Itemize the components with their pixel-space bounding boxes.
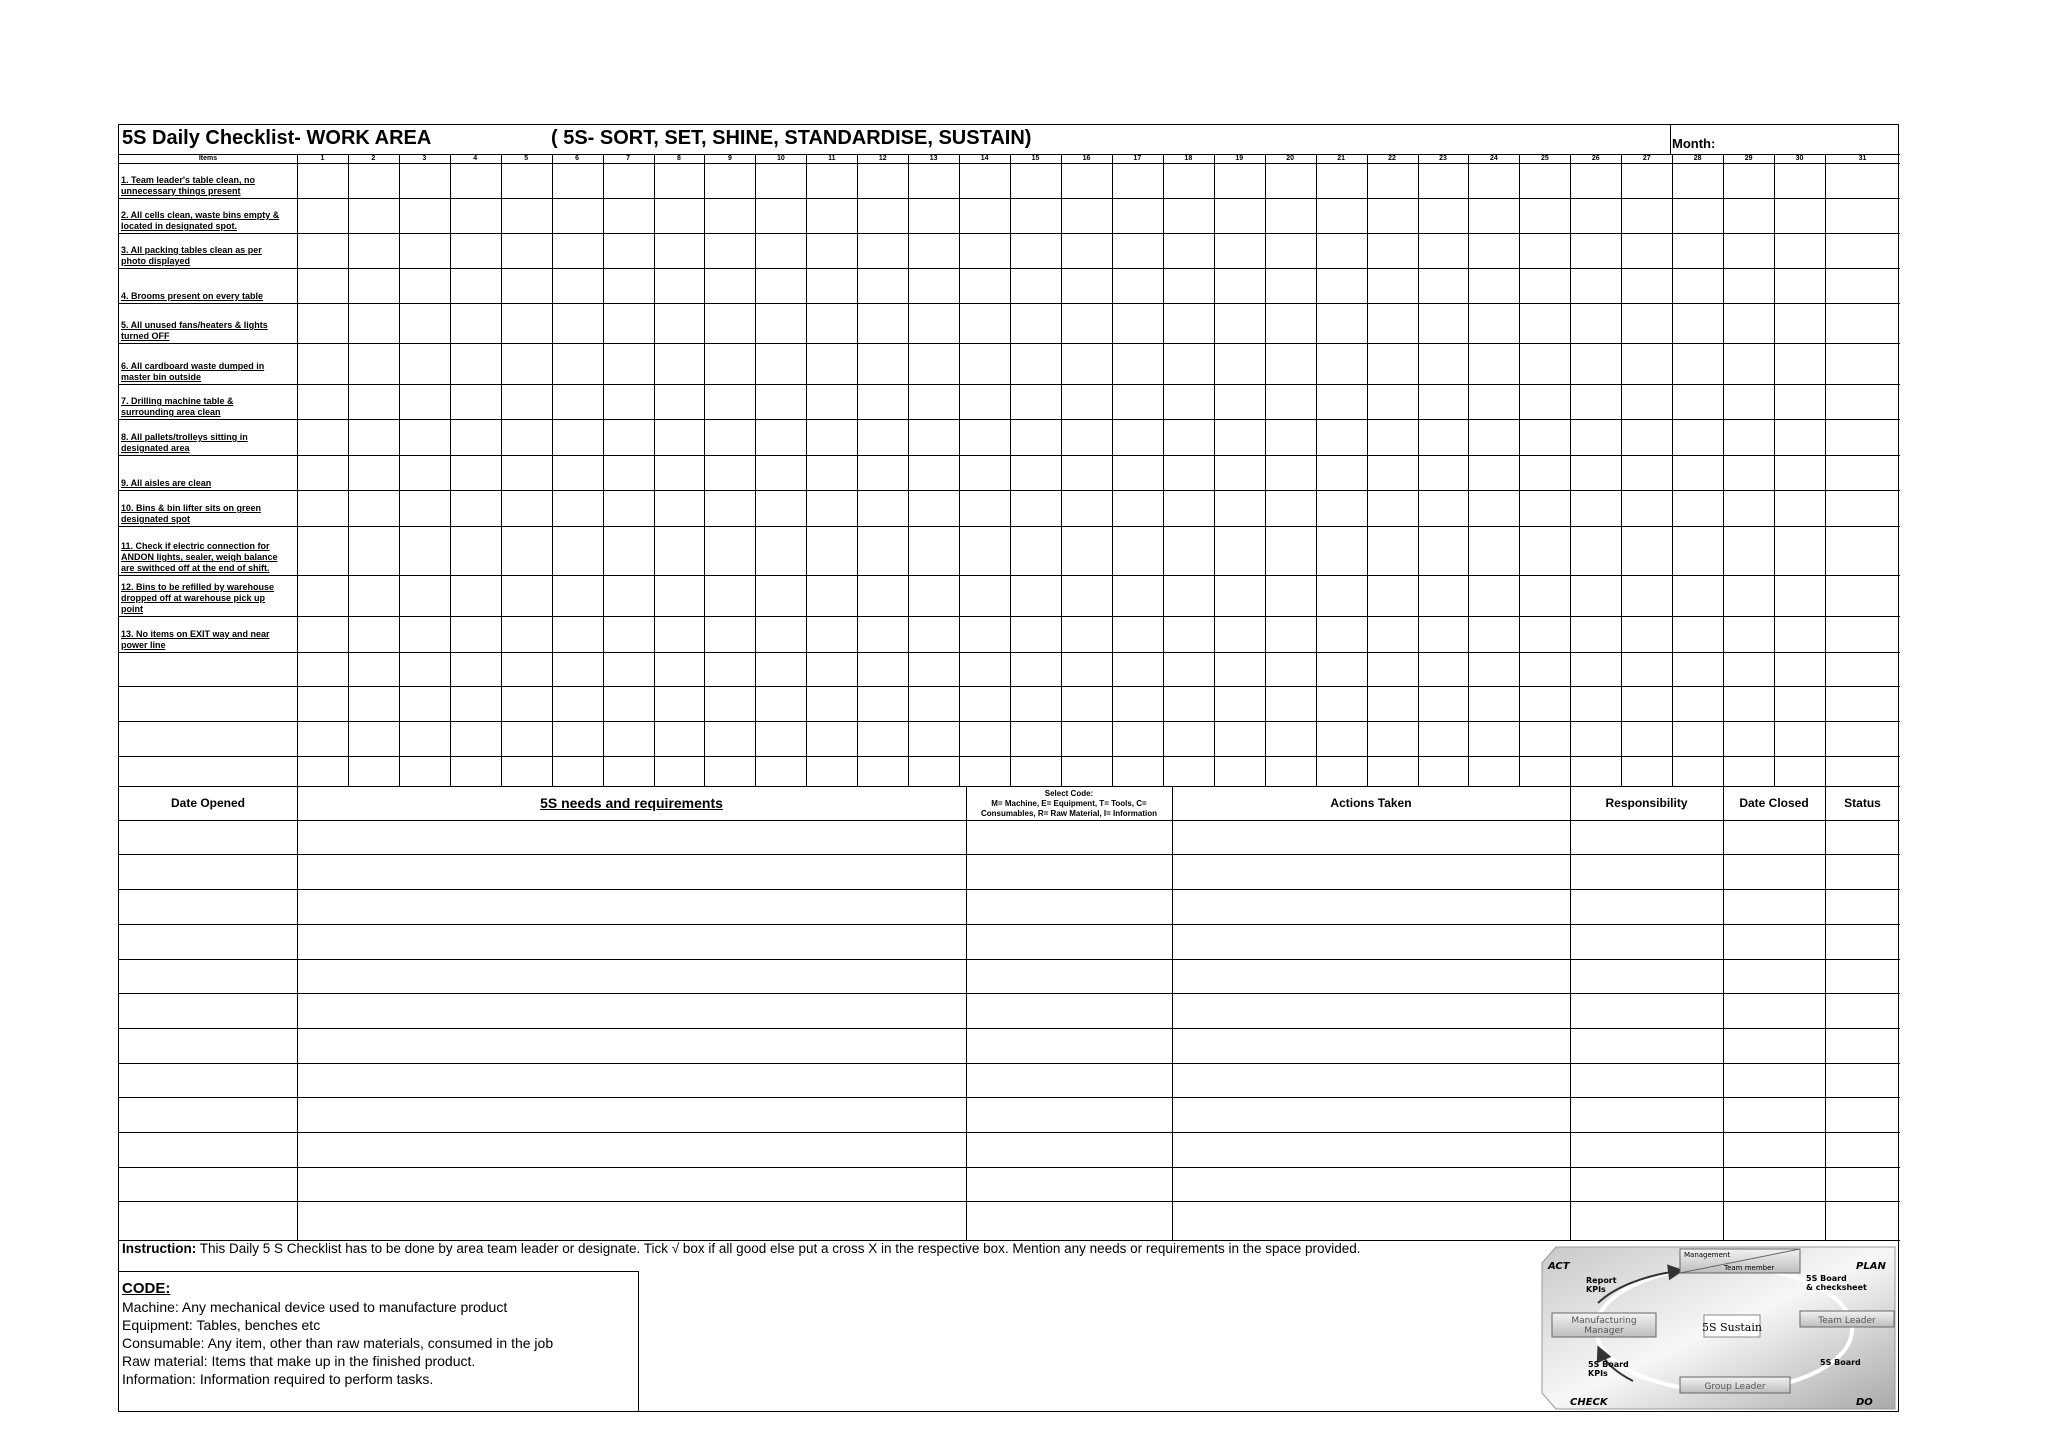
day-13-header: 13 bbox=[929, 155, 938, 162]
instruction-text bbox=[122, 1241, 1361, 1256]
day-5-header: 5 bbox=[524, 155, 529, 162]
day-column-line bbox=[1468, 154, 1469, 786]
checklist-item bbox=[120, 526, 296, 575]
checklist-sheet bbox=[118, 124, 1899, 1412]
select-code-line1: M= Machine, E= Equipment, T= Tools, C= bbox=[991, 799, 1147, 808]
day-column-line bbox=[857, 154, 858, 786]
day-11-header: 11 bbox=[828, 155, 836, 162]
day-8-header: 8 bbox=[677, 155, 681, 162]
select-code-title: Select Code: bbox=[1044, 789, 1094, 798]
day-column-line bbox=[1825, 154, 1826, 786]
day-column-line bbox=[1010, 154, 1011, 786]
act-label: ACT bbox=[1548, 1261, 1570, 1272]
day-15-header: 15 bbox=[1031, 155, 1040, 162]
checklist-item-line: ANDON lights, sealer, weigh balance bbox=[121, 552, 278, 562]
day-16-header: 16 bbox=[1082, 155, 1091, 162]
day-column-line bbox=[1265, 154, 1266, 786]
day-2-header: 2 bbox=[371, 155, 376, 162]
checklist-item-line: designated area bbox=[121, 443, 190, 453]
checklist-item bbox=[120, 268, 296, 303]
items-header: Items bbox=[198, 155, 218, 162]
status-header: Status bbox=[1844, 796, 1881, 810]
action-column-line bbox=[1172, 786, 1173, 1240]
checklist-item-line: dropped off at warehouse pick up bbox=[121, 593, 266, 603]
day-column-line bbox=[348, 154, 349, 786]
day-column-line bbox=[1163, 154, 1164, 786]
action-row-line bbox=[119, 1201, 1900, 1202]
month-label: Month: bbox=[1672, 136, 1716, 151]
day-column-line bbox=[1112, 154, 1113, 786]
day-12-header: 12 bbox=[878, 155, 887, 162]
checklist-item-line: 6. All cardboard waste dumped in bbox=[121, 361, 265, 371]
code-line: Information: Information required to perform tasks. bbox=[122, 1371, 434, 1387]
day-column-line bbox=[1214, 154, 1215, 786]
action-column-line bbox=[966, 786, 967, 1240]
checklist-item-line: 12. Bins to be refilled by warehouse bbox=[121, 582, 275, 592]
day-27-header: 27 bbox=[1642, 155, 1651, 162]
action-row-line bbox=[119, 1132, 1900, 1133]
day-column-line bbox=[1519, 154, 1520, 786]
code-line: Machine: Any mechanical device used to manufacture product bbox=[122, 1299, 508, 1315]
checklist-item-line: located in designated spot. bbox=[121, 221, 238, 231]
day-17-header: 17 bbox=[1133, 155, 1142, 162]
checklist-item-line: 13. No items on EXIT way and near bbox=[121, 629, 270, 639]
code-line: Consumable: Any item, other than raw materials, consumed in the job bbox=[122, 1335, 554, 1351]
instruction-body: This Daily 5 S Checklist has to be done by area team leader or designate. Tick √ box if all good else put a cross X in the respective box. Mention any needs or requirements in the space provided. bbox=[196, 1241, 1361, 1256]
board-label: 5S Board bbox=[1806, 1274, 1847, 1283]
day-column-line bbox=[1367, 154, 1368, 786]
day-10-header: 10 bbox=[776, 155, 785, 162]
day-4-header: 4 bbox=[473, 155, 478, 162]
date-opened-header: Date Opened bbox=[170, 796, 245, 810]
checklist-item-line: photo displayed bbox=[121, 256, 191, 266]
checklist-item bbox=[120, 575, 296, 616]
day-column-line bbox=[501, 154, 502, 786]
checklist-item bbox=[120, 419, 296, 455]
day-3-header: 3 bbox=[422, 155, 427, 162]
date-closed-header: Date Closed bbox=[1739, 796, 1809, 810]
day-25-header: 25 bbox=[1540, 155, 1549, 162]
day-column-line bbox=[959, 154, 960, 786]
checklist-item-line: surrounding area clean bbox=[121, 407, 221, 417]
checklist-item-line: are swithced off at the end of shift. bbox=[121, 563, 270, 573]
day-9-header: 9 bbox=[727, 155, 732, 162]
team-leader-label: Team Leader bbox=[1818, 1316, 1876, 1326]
code-line: Equipment: Tables, benches etc bbox=[122, 1317, 321, 1333]
code-line: Raw material: Items that make up in the finished product. bbox=[122, 1353, 476, 1369]
action-row-line bbox=[119, 1097, 1900, 1098]
action-row-line bbox=[119, 1063, 1900, 1064]
page-title: 5S Daily Checklist- WORK AREA bbox=[122, 127, 432, 149]
pdca-cycle-diagram bbox=[1538, 1243, 1899, 1413]
day-1-header: 1 bbox=[320, 155, 325, 162]
checklist-item-line: designated spot bbox=[121, 514, 191, 524]
day-column-line bbox=[603, 154, 604, 786]
checklist-item-line: 11. Check if electric connection for bbox=[121, 541, 270, 551]
sustain-center-label: 5S Sustain bbox=[1702, 1321, 1762, 1334]
day-column-line bbox=[1061, 154, 1062, 786]
instruction-label: Instruction: bbox=[122, 1241, 197, 1256]
checklist-item bbox=[120, 455, 296, 490]
action-row-line bbox=[119, 889, 1900, 890]
select-code-header bbox=[966, 789, 1172, 819]
day-31-header: 31 bbox=[1858, 155, 1867, 162]
day-column-line bbox=[1316, 154, 1317, 786]
checklist-item bbox=[120, 384, 296, 419]
day-21-header: 21 bbox=[1337, 155, 1346, 162]
group-leader-label: Group Leader bbox=[1704, 1382, 1766, 1392]
day-column-line bbox=[654, 154, 655, 786]
code-title: CODE: bbox=[122, 1280, 171, 1297]
checklist-item bbox=[120, 616, 296, 652]
manager-label: Manager bbox=[1584, 1326, 1624, 1336]
day-24-header: 24 bbox=[1490, 155, 1498, 162]
day-19-header: 19 bbox=[1235, 155, 1244, 162]
plan-label: PLAN bbox=[1856, 1261, 1886, 1272]
day-14-header: 14 bbox=[980, 155, 989, 162]
day-29-header: 29 bbox=[1744, 155, 1753, 162]
actions-taken-header: Actions Taken bbox=[1330, 796, 1412, 810]
day-column-line bbox=[1621, 154, 1622, 786]
management-label: Management bbox=[1684, 1251, 1731, 1259]
day-18-header: 18 bbox=[1184, 155, 1193, 162]
action-row-line bbox=[119, 1028, 1900, 1029]
action-column-line bbox=[1825, 786, 1826, 1240]
needs-requirements-header: 5S needs and requirements bbox=[540, 795, 723, 811]
day-6-header: 6 bbox=[575, 155, 580, 162]
board-do-label: 5S Board bbox=[1820, 1358, 1861, 1367]
select-code-line2: Consumables, R= Raw Material, I= Information bbox=[980, 809, 1158, 818]
day-column-line bbox=[450, 154, 451, 786]
checklist-item-line: turned OFF bbox=[121, 331, 170, 341]
day-column-line bbox=[1570, 154, 1571, 786]
checklist-item-line: 9. All aisles are clean bbox=[121, 478, 212, 488]
checksheet-label: & checksheet bbox=[1806, 1283, 1867, 1292]
day-28-header: 28 bbox=[1693, 155, 1702, 162]
day-column-line bbox=[297, 154, 298, 786]
checklist-item-line: power line bbox=[121, 640, 166, 650]
day-column-line bbox=[1418, 154, 1419, 786]
day-column-line bbox=[552, 154, 553, 786]
checklist-item-line: 2. All cells clean, waste bins empty & bbox=[121, 210, 280, 220]
action-row-line bbox=[119, 820, 1900, 821]
checklist-item-line: 7. Drilling machine table & bbox=[121, 396, 234, 406]
day-column-line bbox=[755, 154, 756, 786]
day-column-line bbox=[1774, 154, 1775, 786]
report-kpis-label: KPIs bbox=[1586, 1285, 1606, 1294]
checklist-item bbox=[120, 198, 296, 233]
action-column-line bbox=[297, 786, 298, 1240]
action-row-line bbox=[119, 993, 1900, 994]
responsibility-header: Responsibility bbox=[1605, 796, 1688, 810]
day-20-header: 20 bbox=[1286, 155, 1295, 162]
day-column-line bbox=[1723, 154, 1724, 786]
checklist-item-line: 5. All unused fans/heaters & lights bbox=[121, 320, 268, 330]
month-divider bbox=[1670, 125, 1671, 154]
board-kpis-label: 5S Board bbox=[1588, 1360, 1629, 1369]
day-column-line bbox=[704, 154, 705, 786]
checklist-item bbox=[120, 343, 296, 384]
checklist-item bbox=[120, 233, 296, 268]
action-column-line bbox=[1723, 786, 1724, 1240]
checklist-item bbox=[120, 490, 296, 526]
code-legend bbox=[119, 1271, 639, 1412]
checklist-item-line: 3. All packing tables clean as per bbox=[121, 245, 262, 255]
team-member-label: Team member bbox=[1724, 1264, 1775, 1272]
do-label: DO bbox=[1856, 1397, 1873, 1408]
kpis-label: KPIs bbox=[1588, 1369, 1608, 1378]
action-column-line bbox=[1570, 786, 1571, 1240]
day-30-header: 30 bbox=[1795, 155, 1804, 162]
day-23-header: 23 bbox=[1439, 155, 1447, 162]
checklist-item-line: unnecessary things present bbox=[121, 186, 241, 196]
day-column-line bbox=[806, 154, 807, 786]
checklist-row-line bbox=[119, 786, 1900, 787]
action-row-line bbox=[119, 924, 1900, 925]
day-26-header: 26 bbox=[1591, 155, 1600, 162]
checklist-item-line: 1. Team leader's table clean, no bbox=[121, 175, 256, 185]
action-row-line bbox=[119, 854, 1900, 855]
day-column-line bbox=[908, 154, 909, 786]
checklist-item-line: 4. Brooms present on every table bbox=[121, 291, 264, 301]
page-subtitle: ( 5S- SORT, SET, SHINE, STANDARDISE, SUSTAIN) bbox=[551, 127, 1032, 149]
action-row-line bbox=[119, 959, 1900, 960]
day-column-line bbox=[399, 154, 400, 786]
action-row-line bbox=[119, 1167, 1900, 1168]
checklist-item-line: 8. All pallets/trolleys sitting in bbox=[121, 432, 248, 442]
checklist-item bbox=[120, 163, 296, 198]
manufacturing-label: Manufacturing bbox=[1571, 1316, 1637, 1326]
day-column-line bbox=[1672, 154, 1673, 786]
checklist-item bbox=[120, 303, 296, 343]
checklist-item-line: master bin outside bbox=[121, 372, 202, 382]
report-label: Report bbox=[1586, 1276, 1617, 1285]
day-22-header: 22 bbox=[1388, 155, 1396, 162]
day-7-header: 7 bbox=[626, 155, 630, 162]
checklist-item-line: 10. Bins & bin lifter sits on green bbox=[121, 503, 262, 513]
instruction-divider bbox=[119, 1240, 1900, 1241]
checklist-item-line: point bbox=[121, 604, 143, 614]
check-label: CHECK bbox=[1570, 1397, 1608, 1408]
